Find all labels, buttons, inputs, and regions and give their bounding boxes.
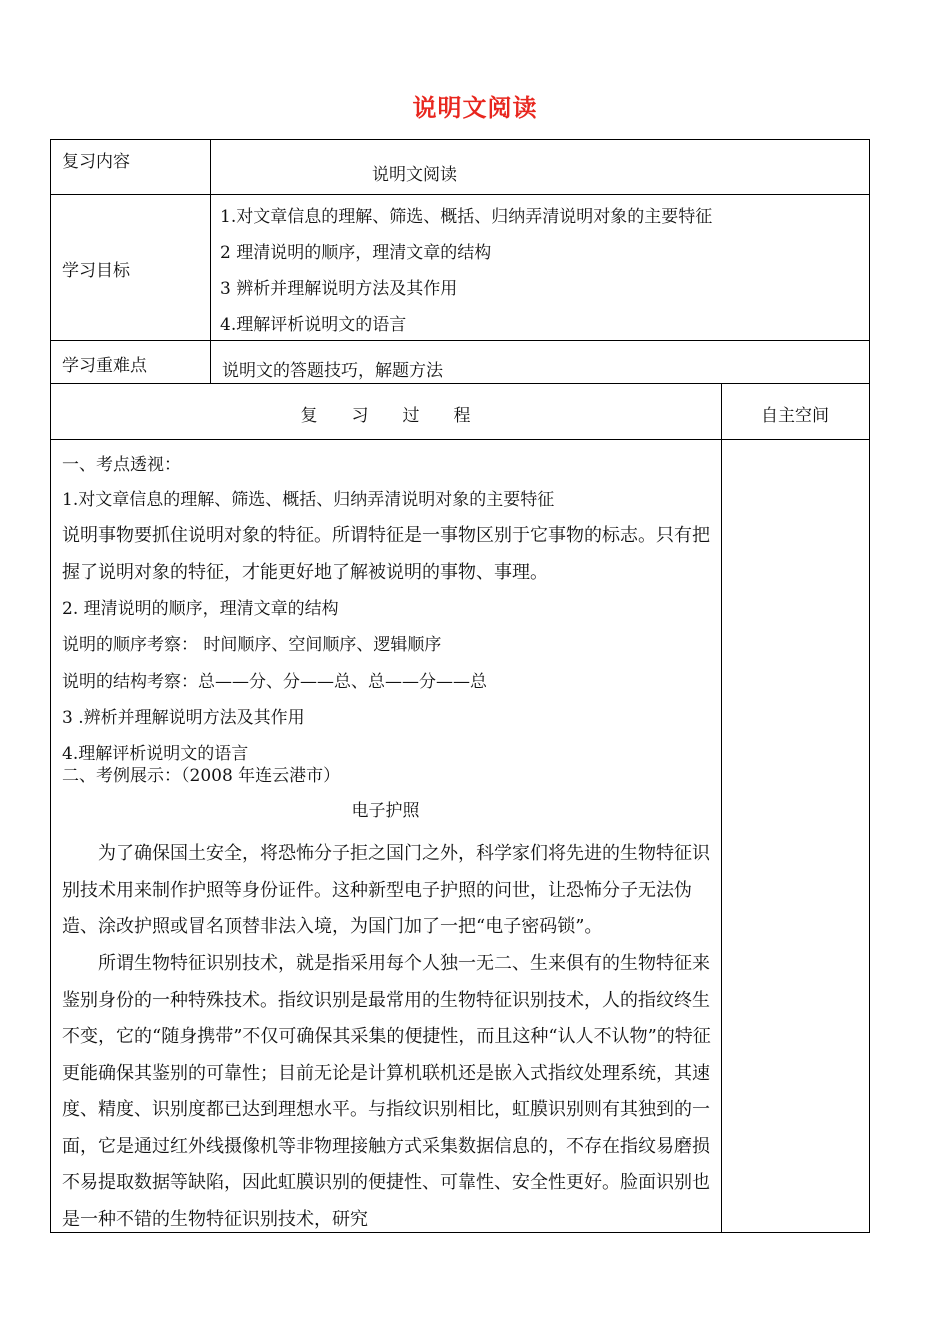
goal-item: 3 辨析并理解说明方法及其作用 (220, 279, 458, 299)
goal-item: 1.对文章信息的理解、筛选、概括、归纳弄清说明对象的主要特征 (220, 207, 713, 227)
table-divider (721, 383, 722, 1233)
free-space-header: 自主空间 (761, 406, 829, 426)
goal-item: 4.理解评析说明文的语言 (220, 315, 407, 335)
order-line: 说明的顺序考察： 时间顺序、空间顺序、逻辑顺序 (62, 635, 442, 655)
goal-item: 2 理清说明的顺序，理清文章的结构 (220, 243, 492, 263)
table-border (50, 139, 51, 1233)
review-content-label: 复习内容 (62, 152, 130, 172)
article-paragraph: 为了确保国土安全，将恐怖分子拒之国门之外，科学家们将先进的生物特征识别技术用来制作护照等身份证件。这种新型电子护照的问世，让恐怖分子无法伪造、涂改护照或冒名顶替非法入境，为国门加了一把“电子密码锁”。 (62, 843, 710, 937)
article-paragraph: 所谓生物特征识别技术，就是指采用每个人独一无二、生来俱有的生物特征来鉴别身份的一种特殊技术。指纹识别是最常用的生物特征识别技术，人的指纹终生不变，它的“随身携带”不仅可确保其采集的便捷性，而且这种“认人不认物”的特征更能确保其鉴别的可靠性；目前无论是计算机联机还是嵌入式指纹处理系统，其速度、精度、识别度都已达到理想水平。与指纹识别相比，虹膜识别则有其独到的一面，它是通过红外线摄像机等非物理接触方式采集数据信息的，不存在指纹易磨损不易提取数据等缺陷，因此虹膜识别的便捷性、可靠性、安全性更好。脸面识别也是一种不错的生物特征识别技术，研究 (62, 953, 711, 1230)
review-content-value: 说明文阅读 (372, 165, 457, 185)
table-divider (50, 439, 870, 440)
key-points-label: 学习重难点 (62, 356, 147, 376)
section1-item1-text: 说明事物要抓住说明对象的特征。所谓特征是一事物区别于它事物的标志。只有把握了说明对象的特征，才能更好地了解被说明的事物、事理。 (62, 525, 710, 583)
section1-item1: 1.对文章信息的理解、筛选、概括、归纳弄清说明对象的主要特征 (62, 490, 555, 510)
section1-item2: 2. 理清说明的顺序，理清文章的结构 (62, 599, 339, 619)
goals-label: 学习目标 (62, 261, 130, 281)
table-divider (210, 139, 211, 384)
table-divider (50, 194, 870, 195)
section1-item3: 3 .辨析并理解说明方法及其作用 (62, 708, 305, 728)
table-divider (50, 340, 870, 341)
section1-item4: 4.理解评析说明文的语言 (62, 744, 249, 764)
table-border (869, 139, 870, 1233)
table-divider (50, 383, 870, 384)
page-title: 说明文阅读 (412, 94, 538, 122)
structure-line: 说明的结构考察：总——分、分——总、总——分——总 (62, 672, 487, 692)
section1-heading: 一、考点透视： (62, 455, 181, 475)
article-title: 电子护照 (351, 801, 420, 821)
section2-heading: 二、考例展示：（2008 年连云港市） (62, 766, 341, 786)
table-border (50, 139, 870, 140)
process-header: 复 习 过 程 (300, 406, 471, 426)
key-points-value: 说明文的答题技巧，解题方法 (222, 361, 443, 381)
